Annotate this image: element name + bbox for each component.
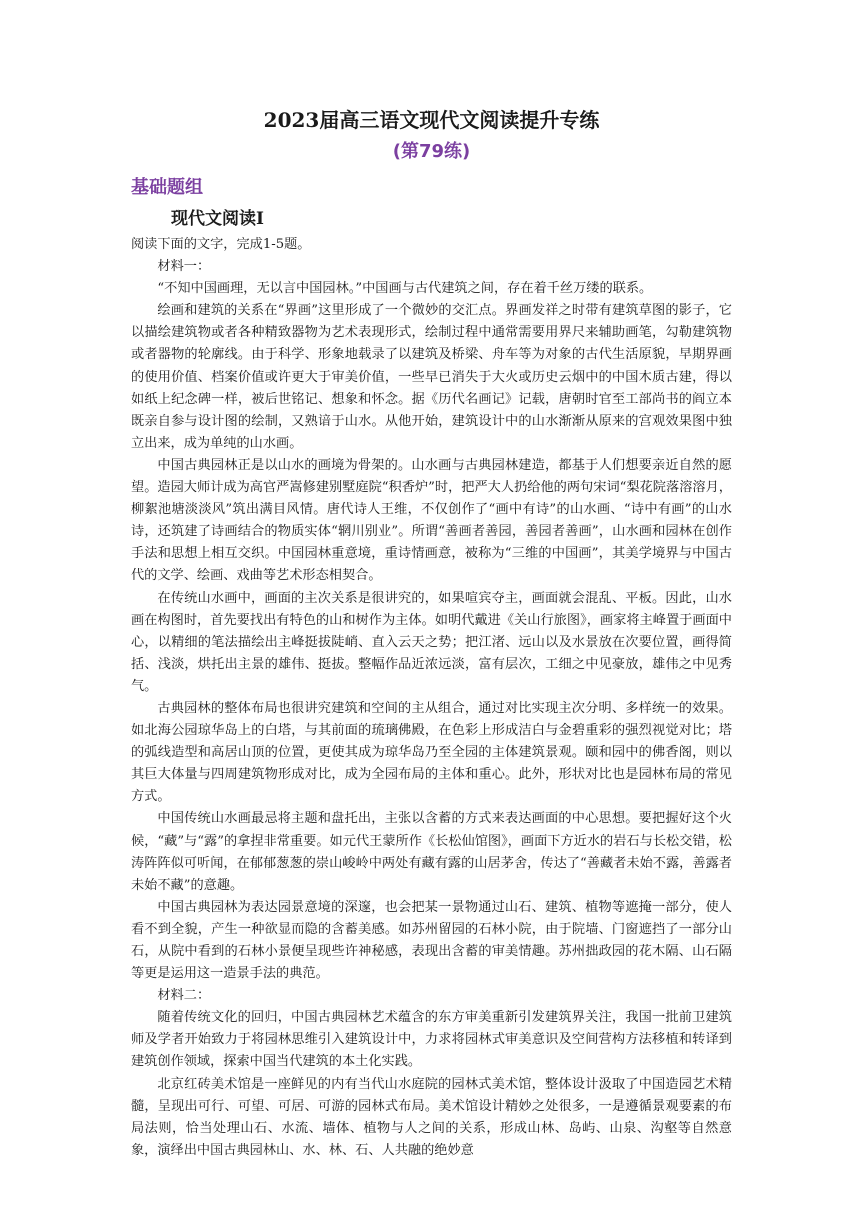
paragraph: 北京红砖美术馆是一座鲜见的内有当代山水庭院的园林式美术馆，整体设计汲取了中国造园艺术精髓，呈现出可行、可望、可居、可游的园林式布局。美术馆设计精妙之处很多，一是遵循景观要素的布局法则，恰当处理山石、水流、墙体、植物与人之间的关系，形成山林、岛屿、山泉、沟壑等自然意象，演绎出中国古典园林山、水、林、石、人共融的绝妙意 — [131, 1076, 732, 1158]
paragraph: 绘画和建筑的关系在“界画”这里形成了一个微妙的交汇点。界画发祥之时带有建筑草图的影子，它以描绘建筑物或者各种精致器物为艺术表现形式，绘制过程中通常需要用界尺来辅助画笔，勾勒建筑物或者器物的轮廓线。由于科学、形象地载录了以建筑及桥梁、舟车等为对象的古代生活原貌，早期界画的使用价值、档案价值或许更大于审美价值，一些早已消失于大火或历史云烟中的中国木质古建，得以如纸上纪念碑一样，被后世铭记、想象和怀念。据《历代名画记》记载，唐朝时官至工部尚书的阎立本既亲自参与设计图的绘制，又熟谙于山水。从他开始，建筑设计中的山水渐渐从原来的宫观效果图中独立出来，成为单纯的山水画。 — [131, 303, 732, 451]
paragraph: 在传统山水画中，画面的主次关系是很讲究的，如果喧宾夺主，画面就会混乱、平板。因此，山水画在构图时，首先要找出有特色的山和树作为主体。如明代戴进《关山行旅图》，画家将主峰置于画面中心，以精细的笔法描绘出主峰挺拔陡峭、直入云天之势；把江渚、远山以及水景放在次要位置，画得简括、浅淡，烘托出主景的雄伟、挺拔。整幅作品近浓远淡，富有层次，工细之中见豪放，雄伟之中见秀气。 — [131, 590, 732, 694]
paragraph: “不知中国画理，无以言中国园林。”中国画与古代建筑之间，存在着千丝万缕的联系。 — [157, 281, 653, 297]
paragraph: 中国古典园林为表达园景意境的深邃，也会把某一景物通过山石、建筑、植物等遮掩一部分，使人看不到全貌，产生一种欲显而隐的含蓄美感。如苏州留园的石林小院，由于院墙、门窗遮挡了一部分山石，从院中看到的石林小景便呈现些许神秘感，表现出含蓄的审美情趣。苏州拙政园的花木隔、山石隔等更是运用这一造景手法的典范。 — [131, 899, 732, 982]
paragraph-material-2-label: 材料二： — [157, 988, 211, 1004]
paragraph: 随着传统文化的回归，中国古典园林艺术蕴含的东方审美重新引发建筑界关注，我国一批前卫建筑师及学者开始致力于将园林思维引入建筑设计中，力求将园林式审美意识及空间营构方法移植和转译到建筑创作领域，探索中国当代建筑的本土化实践。 — [131, 1010, 732, 1070]
subsection-heading: 现代文阅读Ⅰ — [171, 209, 264, 229]
paragraph: 古典园林的整体布局也很讲究建筑和空间的主从组合，通过对比实现主次分明、多样统一的效果。如北海公园琼华岛上的白塔，与其前面的琉璃佛殿，在色彩上形成洁白与金碧重彩的强烈视觉对比；塔的弧线造型和高居山顶的位置，更使其成为琼华岛乃至全园的主体建筑景观。颐和园中的佛香阁，则以其巨大体量与四周建筑物形成对比，成为全园布局的主体和重心。此外，形状对比也是园林布局的常见方式。 — [131, 700, 732, 805]
paragraph: 中国古典园林正是以山水的画境为骨架的。山水画与古典园林建造，都基于人们想要亲近自然的愿望。造园大师计成为高官严嵩修建别墅庭院“积香炉”时，把严大人扔给他的两句宋词“梨花院落溶溶月，柳絮池塘淡淡风”筑出满目风情。唐代诗人王维，不仅创作了“画中有诗”的山水画、“诗中有画”的山水诗，还筑建了诗画结合的物质实体“辋川别业”。所谓“善画者善园，善园者善画”，山水画和园林在创作手法和思想上相互交织。中国园林重意境，重诗情画意，被称为“三维的中国画”，其美学境界与中国古代的文学、绘画、戏曲等艺术形态相契合。 — [131, 457, 732, 584]
reading-instruction: 阅读下面的文字，完成1-5题。 — [131, 237, 311, 252]
section-heading: 基础题组 — [131, 177, 203, 198]
paragraph: 中国传统山水画最忌将主题和盘托出，主张以含蓄的方式来表达画面的中心思想。要把握好这个火候，“藏”与“露”的拿捏非常重要。如元代王蒙所作《长松仙馆图》，画面下方近水的岩石与长松交错，松涛阵阵似可听闻，在郁郁葱葱的崇山峻岭中两处有藏有露的山居茅舍，传达了“善藏者未始不露，善露者未始不藏”的意趣。 — [131, 811, 732, 893]
paragraph-material-1-label: 材料一： — [157, 259, 211, 275]
document-subtitle: (第79练) — [392, 141, 471, 162]
document-title: 2023届高三语文现代文阅读提升专练 — [263, 108, 600, 132]
article-body — [131, 256, 732, 1162]
